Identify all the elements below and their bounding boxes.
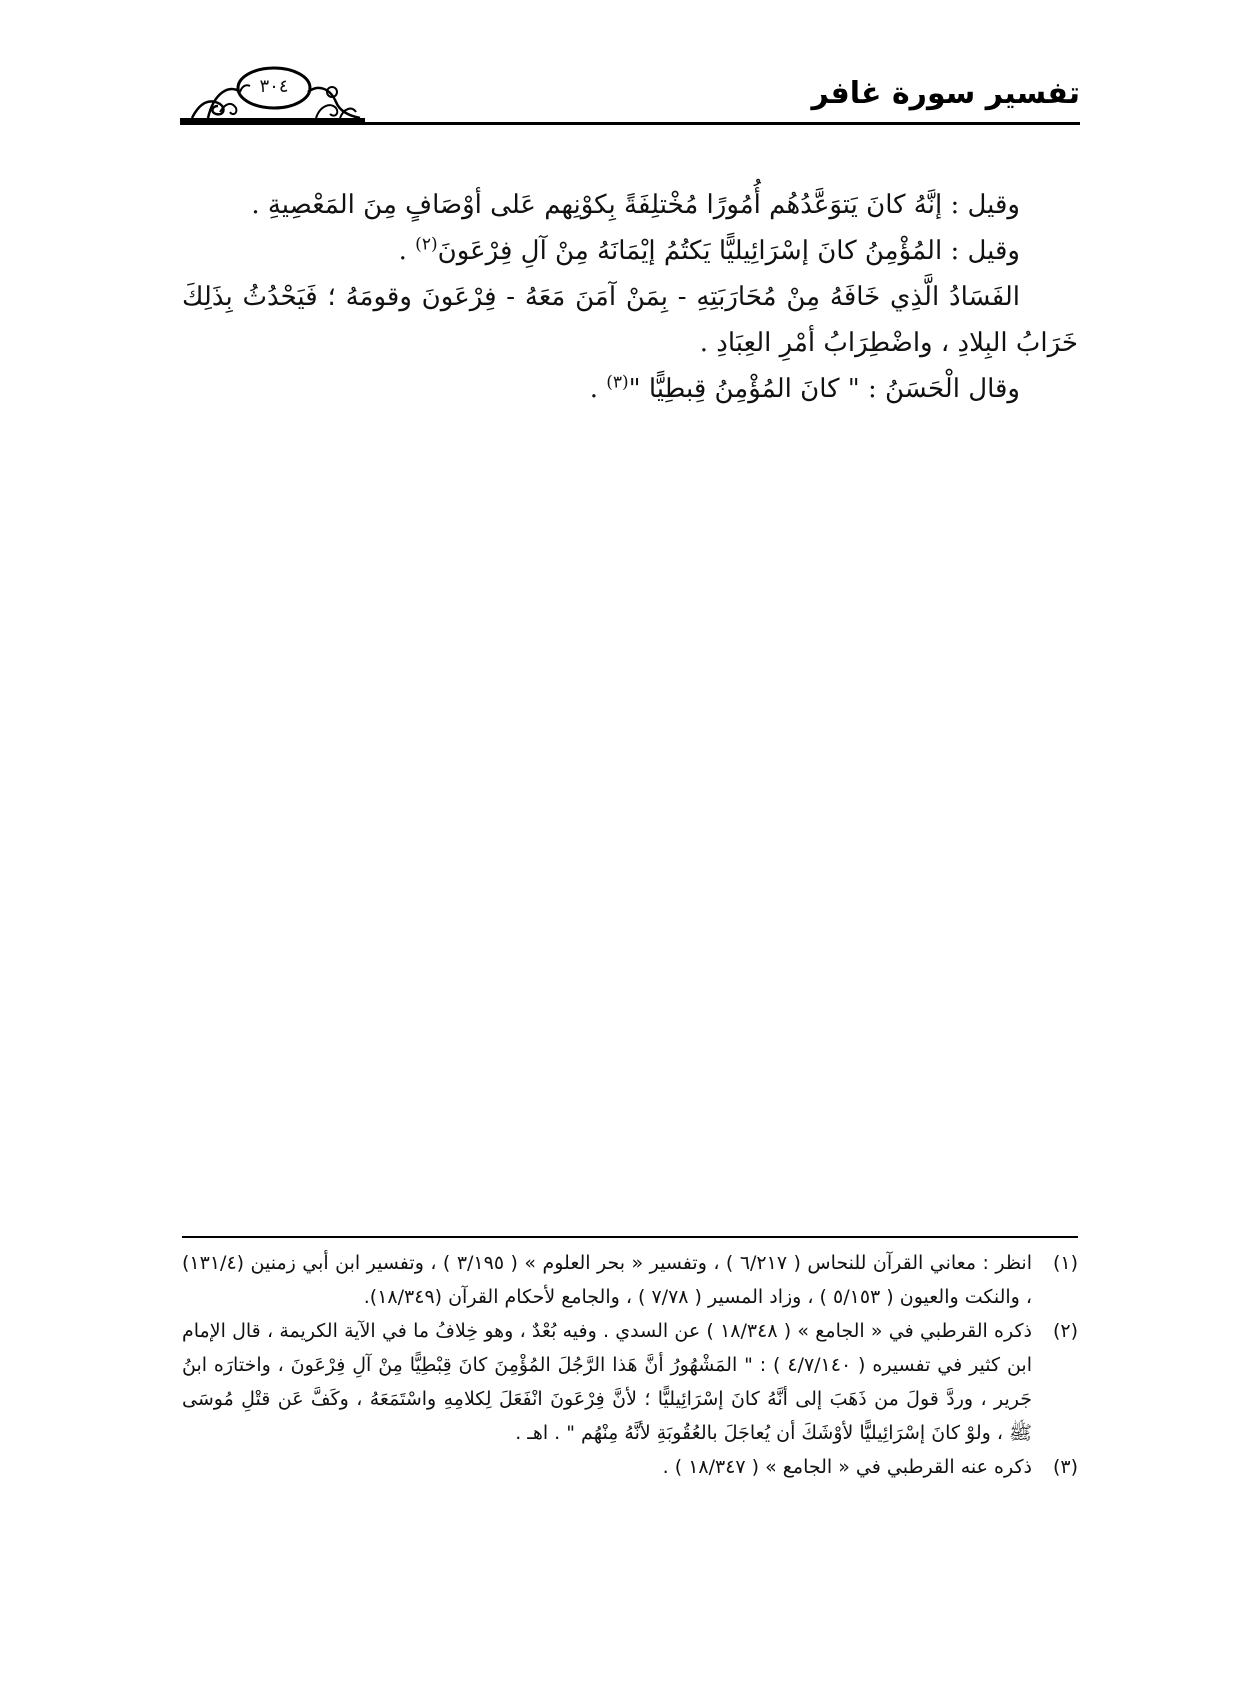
paragraph-end: . [398,236,416,266]
footnote [182,1450,1078,1484]
running-title: تفسير سورة غافر [811,76,1080,111]
footnote-ref[interactable]: (٣) [606,372,629,393]
footnote-text: ذكره القرطبي في « الجامع » ( ١٨/٣٤٨ ) عن السدي . وفيه بُعْدٌ ، وهو خِلافُ ما في الآية الكريمة ، قال الإمام ابن كثير في تفسيره ( ٤/٧/١٤٠ ) : " المَشْهُورُ أنَّ هَذا الرَّجُلَ المُؤْمِنَ كانَ قِبْطِيًّا مِنْ آلِ فِرْعَونَ ، واختارَه ابنُ جَرير ، وردَّ قولَ من ذَهَبَ إلى أنَّهُ كانَ إسْرَائِيليًّا ؛ لأنَّ فِرْعَونَ انْفَعَلَ لِكلامِهِ واسْتَمَعَهُ ، وكَفَّ عَن قتْلِ مُوسَى ﷺ ، ولوْ كانَ إسْرَائِيليًّا لأوْشَكَ أن يُعاجَلَ بالعُقُوبَةِ لأنَّهُ مِنْهُم " . اهـ . [182,1320,1032,1444]
paragraph-text: الفَسَادُ الَّذِي خَافَهُ مِنْ مُحَارَبَتِهِ - بِمَنْ آمَنَ مَعَهُ - فِرْعَونَ وقومَهُ ؛ فَيَحْدُثُ بِذَلِكَ خَرَابُ البِلادِ ، واضْطِرَابُ أمْرِ العِبَادِ . [182,282,1078,358]
footnote-text: ذكره عنه القرطبي في « الجامع » ( ١٨/٣٤٧ ) . [662,1456,1032,1478]
footnote-text: انظر : معاني القرآن للنحاس ( ٦/٢١٧ ) ، وتفسير « بحر العلوم » ( ٣/١٩٥ ) ، وتفسير ابن أبي زمنين (١٣١/٤) ، والنكت والعيون ( ٥/١٥٣ ) ، وزاد المسير ( ٧/٧٨ ) ، والجامع لأحكام القرآن (١٨/٣٤٩). [182,1252,1032,1308]
footnotes [182,1246,1078,1484]
page-header [180,62,1080,132]
footnote-ref[interactable]: (٢) [415,234,438,255]
paragraph [182,228,1078,274]
main-text [182,182,1078,412]
paragraph [182,274,1078,366]
footnote-number: (٢) [1052,1320,1078,1342]
paragraph [182,182,1078,228]
footnote [182,1314,1078,1450]
header-rule [180,122,1080,125]
footnote [182,1246,1078,1314]
footnote-number: (١) [1052,1252,1078,1274]
footnote-rule [182,1236,1078,1238]
paragraph-text: وقيل : إنَّهُ كانَ يَتوَعَّدُهُم أُمُورًا مُخْتلِفَةً بِكوْنِهم عَلى أوْصَافٍ مِنَ المَعْصِيةِ . [251,190,1020,220]
paragraph-text: وقال الْحَسَنُ : " كانَ المُؤْمِنُ قِبطِيًّا " [628,374,1020,404]
paragraph [182,366,1078,412]
paragraph-end: . [589,374,607,404]
page-number: ٣٠٤ [259,76,289,97]
paragraph-text: وقيل : المُؤْمِنُ كانَ إسْرَائِيليًّا يَكتُمُ إيْمَانَهُ مِنْ آلِ فِرْعَونَ [437,236,1020,266]
footnote-number: (٣) [1052,1456,1078,1478]
